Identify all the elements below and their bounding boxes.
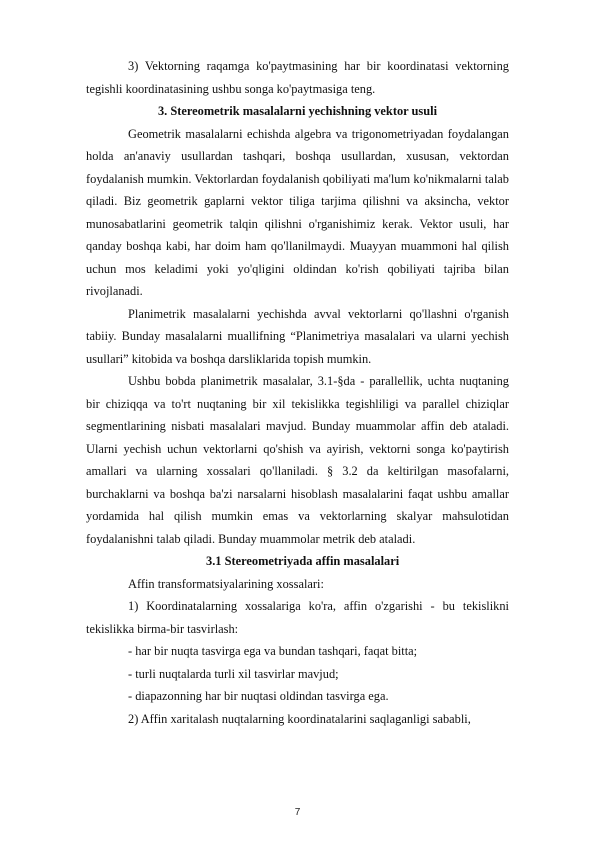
list-item-bullet-2: - turli nuqtalarda turli xil tasvirlar mavjud;: [128, 666, 339, 681]
list-item-bullet-3: - diapazonning har bir nuqtasi oldindan tasvirga ega.: [128, 689, 389, 703]
section-heading-3: 3. Stereometrik masalalarni yechishning vektor usuli: [157, 104, 438, 118]
paragraph-vector-method-intro: Geometrik masalalarni echishda algebra va trigonometriyadan foydalangan holda an'anaviy usullardan tashqari, boshqa usullardan, xususan, vektordan foydalanish mumkin. Vektorlardan foydalanish qobiliyati ma'lum ko'nikmalarni talab qiladi. Biz geometrik gaplarni vektor tiliga tarjima qilishni va aksincha, vektor munosabatlarini geometrik talqin qilishni o'rganishimiz kerak. Vektor usuli, har qanday boshqa kabi, har doim ham qo'llanilmaydi. Muayyan muammoni hal qilish uchun mos keladimi yoki yo'qligini oldindan ko'rish qobiliyati tajriba bilan rivojlanadi.: [86, 126, 509, 298]
paragraph-affin-property-2: 2) Affin xaritalash nuqtalarning koordinatalarini saqlaganligi sababli,: [128, 711, 471, 726]
paragraph-vector-scalar-rule: 3) Vektorning raqamga ko'paytmasining har bir koordinatasi vektorning tegishli koordinatasining ushbu songa ko'paytmasiga teng.: [86, 59, 509, 96]
paragraph-affin-property-1: 1) Koordinatalarning xossalariga ko'ra, affin o'zgarishi - bu tekislikni tekislikka birma-bir tasvirlash:: [86, 599, 509, 636]
page-content: [86, 55, 509, 730]
paragraph-planimetric-problems: Planimetrik masalalarni yechishda avval vektorlarni qo'llashni o'rganish tabiiy. Bunday masalalarni muallifning “Planimetriya masalalari va ularni yechish usullari” kitobida va boshqa darsliklarida topish mumkin.: [86, 306, 509, 366]
page-number: 7: [294, 807, 301, 818]
subsection-heading-3-1: 3.1 Stereometriyada affin masalalari: [206, 554, 400, 568]
list-item-bullet-1: - har bir nuqta tasvirga ega va bundan tashqari, faqat bitta;: [128, 644, 418, 658]
paragraph-affin-properties-title: Affin transformatsiyalarining xossalari:: [128, 576, 324, 591]
paragraph-chapter-overview: Ushbu bobda planimetrik masalalar, 3.1-§da - parallellik, uchta nuqtaning bir chiziqqa va to'rt nuqtaning bir xil tekislikka tegishliligi va parallel chiziqlar segmentlarining nisbati masalalari mavjud. Bunday muammolar affin deb ataladi. Ularni yechish uchun vektorlarni qo'shish va ayirish, vektorni songa ko'paytirish amallari va ularning xossalari qo'llaniladi. § 3.2 da keltirilgan masofalarni, burchaklarni va boshqa ba'zi narsalarni hisoblash masalalarini faqat ushbu amallar yordamida hal qilish mumkin emas va vektorlarning skalyar mahsulotidan foydalanishni talab qiladi. Bunday muammolar metrik deb ataladi.: [86, 374, 509, 546]
